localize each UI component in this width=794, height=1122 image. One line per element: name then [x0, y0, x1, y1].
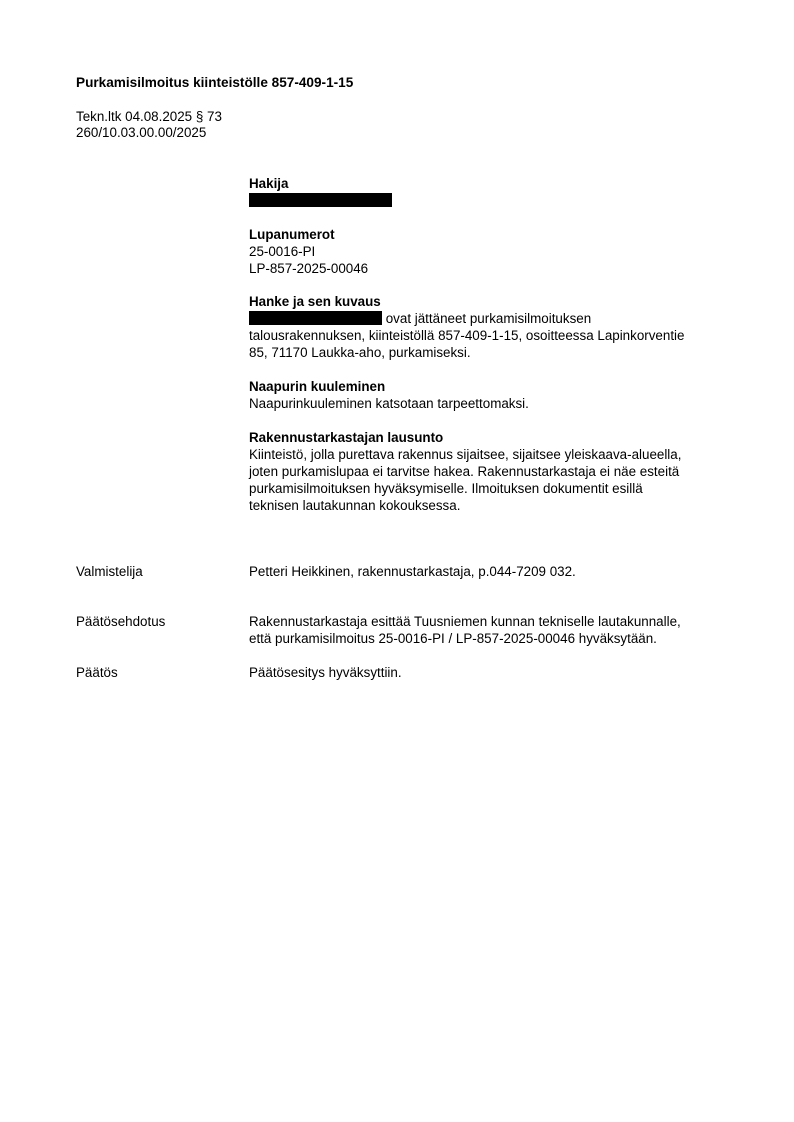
paatosehdotus-line: Rakennustarkastaja esittää Tuusniemen kunnan tekniselle lautakunnalle, — [249, 614, 681, 629]
lausunto-line: teknisen lautakunnan kokouksessa. — [249, 498, 461, 513]
valmistelija-value: Petteri Heikkinen, rakennustarkastaja, p.044-7209 032. — [249, 564, 576, 579]
hanke-line-1 — [249, 310, 729, 327]
permit-number: LP-857-2025-00046 — [249, 261, 369, 276]
section-hanke — [249, 293, 729, 361]
lausunto-line: joten purkamislupaa ei tarvitse hakea. Rakennustarkastaja ei näe esteitä — [249, 464, 680, 479]
section-hakija — [249, 175, 729, 209]
paatos-value: Päätösesitys hyväksyttiin. — [249, 665, 402, 680]
hanke-heading: Hanke ja sen kuvaus — [249, 294, 381, 309]
valmistelija-label: Valmistelija — [76, 564, 143, 579]
lausunto-heading: Rakennustarkastajan lausunto — [249, 430, 444, 445]
hakija-value — [249, 192, 729, 209]
hanke-line-2: talousrakennuksen, kiinteistöllä 857-409-1-15, osoitteessa Lapinkorventie — [249, 328, 685, 343]
file-reference: 260/10.03.00.00/2025 — [76, 125, 207, 140]
document-title: Purkamisilmoitus kiinteistölle 857-409-1-15 — [76, 75, 354, 90]
lupanumerot-heading: Lupanumerot — [249, 227, 335, 242]
paatos-label: Päätös — [76, 665, 118, 680]
paatosehdotus-value — [249, 613, 729, 647]
redaction-bar — [249, 193, 392, 207]
naapuri-text: Naapurinkuuleminen katsotaan tarpeettomaksi. — [249, 396, 529, 411]
naapuri-heading: Naapurin kuuleminen — [249, 379, 386, 394]
paatosehdotus-label: Päätösehdotus — [76, 614, 166, 629]
lausunto-line: purkamisilmoituksen hyväksymiselle. Ilmoituksen dokumentit esillä — [249, 481, 643, 496]
hakija-heading: Hakija — [249, 176, 289, 191]
hanke-line-1-text: ovat jättäneet purkamisilmoituksen — [385, 311, 592, 326]
section-lausunto — [249, 429, 729, 514]
paatosehdotus-line: että purkamisilmoitus 25-0016-PI / LP-857-2025-00046 hyväksytään. — [249, 631, 657, 646]
permit-number: 25-0016-PI — [249, 244, 316, 259]
section-lupanumerot — [249, 226, 729, 277]
hanke-line-3: 85, 71170 Laukka-aho, purkamiseksi. — [249, 345, 471, 360]
meeting-reference: Tekn.ltk 04.08.2025 § 73 — [76, 109, 222, 124]
lausunto-line: Kiinteistö, jolla purettava rakennus sijaitsee, sijaitsee yleiskaava-alueella, — [249, 447, 682, 462]
redaction-bar — [249, 311, 382, 325]
section-naapuri — [249, 378, 729, 412]
